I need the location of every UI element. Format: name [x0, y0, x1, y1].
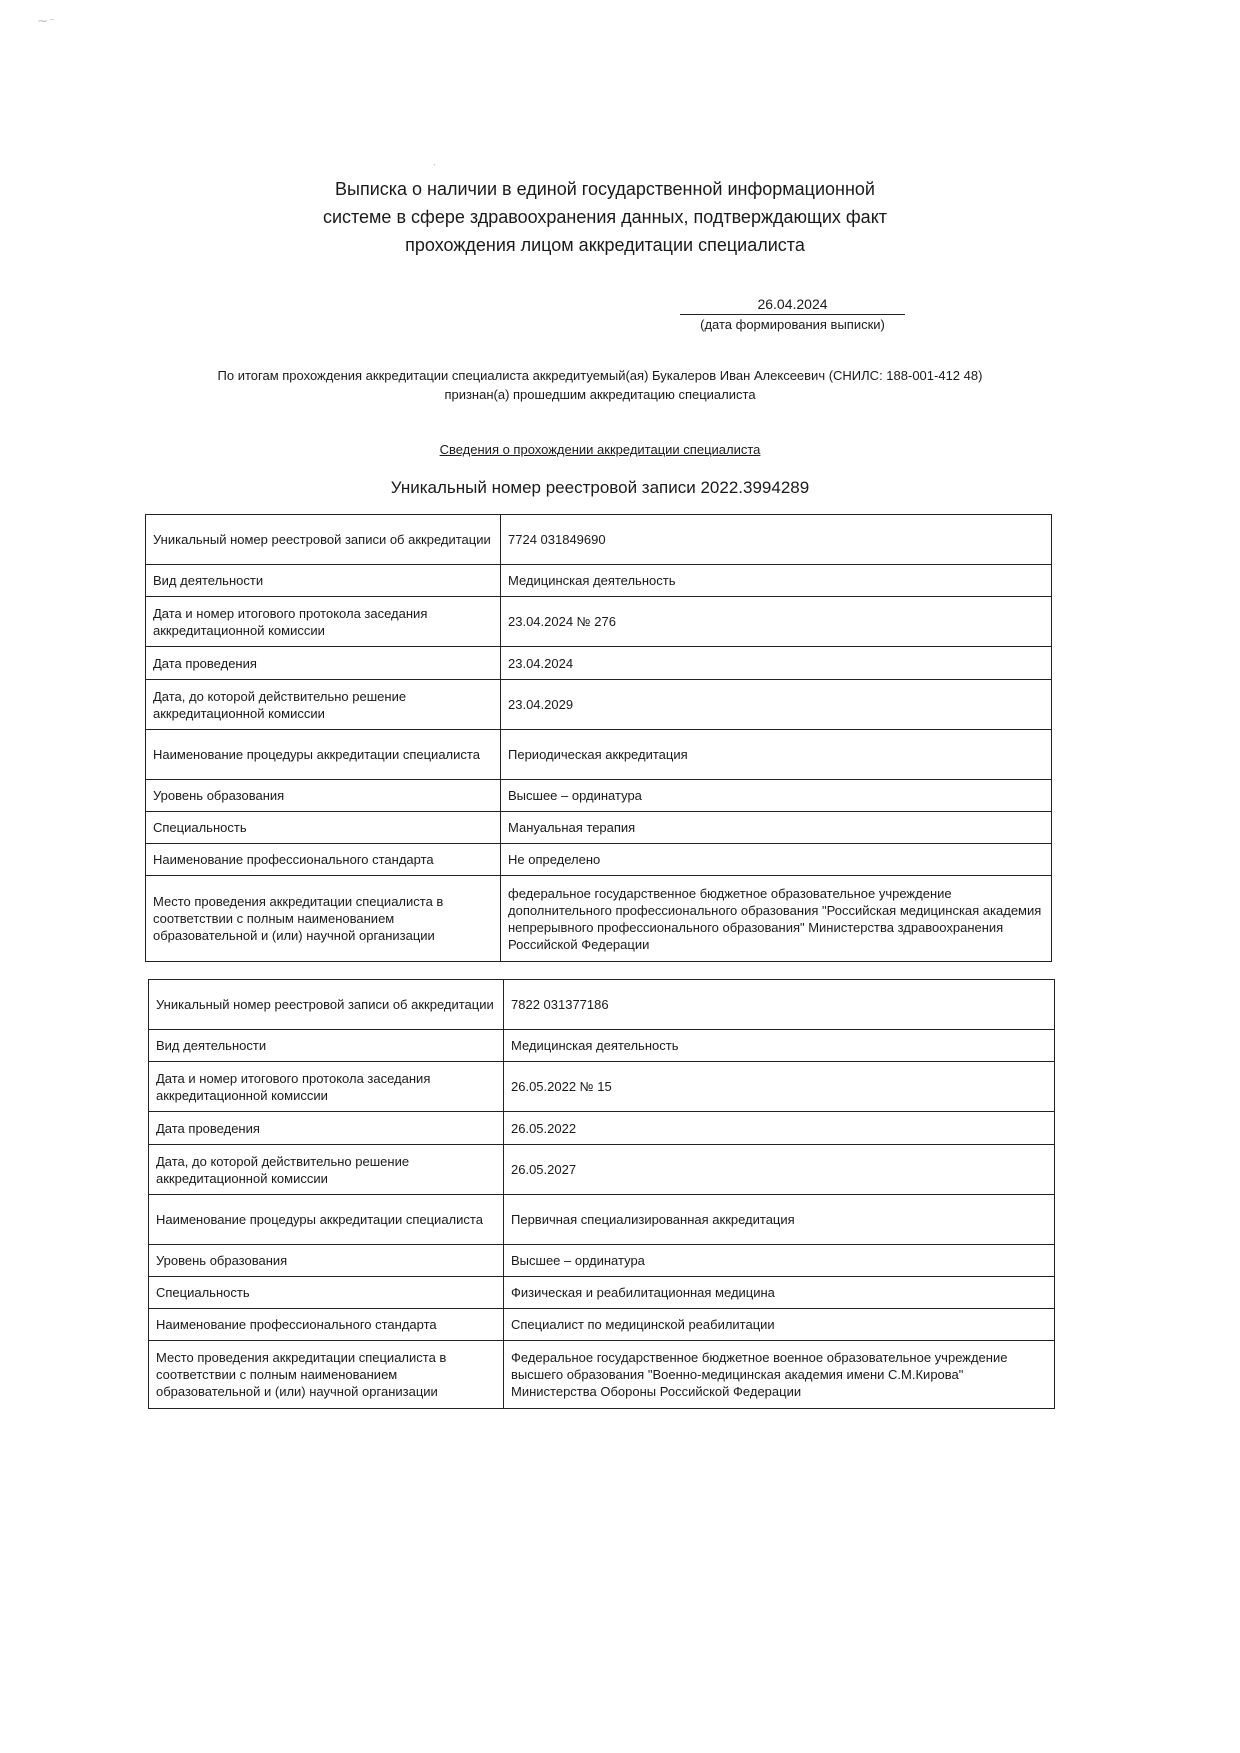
table-row: [149, 1112, 1055, 1145]
row-label: Дата проведения: [146, 647, 501, 680]
table-row: [146, 597, 1052, 647]
table-row: [146, 730, 1052, 780]
intro-line: По итогам прохождения аккредитации специалиста аккредитуемый(ая) Букалеров Иван Алексеевич (СНИЛС: 188-001-412 48): [217, 368, 983, 383]
row-label: Дата проведения: [149, 1112, 504, 1145]
row-value: 7724 031849690: [501, 515, 1052, 565]
row-value: Мануальная терапия: [501, 812, 1052, 844]
table-row: [149, 980, 1055, 1030]
accreditation-table-1: [145, 514, 1052, 962]
intro-statement: [100, 366, 1100, 404]
row-label: Специальность: [149, 1277, 504, 1309]
table-row: [146, 647, 1052, 680]
document-title: [240, 175, 970, 259]
row-label: Дата, до которой действительно решение аккредитационной комиссии: [149, 1145, 504, 1195]
table-row: [146, 844, 1052, 876]
intro-line: признан(а) прошедшим аккредитацию специалиста: [444, 387, 756, 402]
row-label: Уникальный номер реестровой записи об аккредитации: [146, 515, 501, 565]
row-value: Высшее – ординатура: [504, 1245, 1055, 1277]
row-value: Медицинская деятельность: [504, 1030, 1055, 1062]
table-row: [146, 780, 1052, 812]
row-value: Специалист по медицинской реабилитации: [504, 1309, 1055, 1341]
row-value: 26.05.2022 № 15: [504, 1062, 1055, 1112]
table-row: [149, 1245, 1055, 1277]
row-label: Наименование процедуры аккредитации специалиста: [146, 730, 501, 780]
title-line: системе в сфере здравоохранения данных, подтверждающих факт: [322, 207, 888, 227]
row-label: Уровень образования: [146, 780, 501, 812]
table-row: [149, 1145, 1055, 1195]
section-heading: Сведения о прохождении аккредитации специалиста: [439, 442, 761, 457]
row-value: 23.04.2029: [501, 680, 1052, 730]
title-line: Выписка о наличии в единой государственной информационной: [335, 179, 875, 199]
issue-date-block: [680, 295, 905, 334]
row-label: Уровень образования: [149, 1245, 504, 1277]
scan-mark: ⁓ ⁻: [38, 16, 55, 26]
table-row: [149, 1030, 1055, 1062]
row-label: Дата и номер итогового протокола заседания аккредитационной комиссии: [149, 1062, 504, 1112]
title-line: прохождения лицом аккредитации специалиста: [405, 235, 805, 255]
row-value: Высшее – ординатура: [501, 780, 1052, 812]
table-row: [146, 515, 1052, 565]
row-value: Физическая и реабилитационная медицина: [504, 1277, 1055, 1309]
table-row: [146, 565, 1052, 597]
row-value: Не определено: [501, 844, 1052, 876]
row-label: Специальность: [146, 812, 501, 844]
row-label: Наименование профессионального стандарта: [149, 1309, 504, 1341]
row-value: Первичная специализированная аккредитация: [504, 1195, 1055, 1245]
issue-date-caption: (дата формирования выписки): [700, 317, 885, 332]
row-label: Вид деятельности: [146, 565, 501, 597]
row-value: Периодическая аккредитация: [501, 730, 1052, 780]
table-row: [149, 1277, 1055, 1309]
row-label: Дата и номер итогового протокола заседания аккредитационной комиссии: [146, 597, 501, 647]
row-value: Федеральное государственное бюджетное военное образовательное учреждение высшего образования "Военно-медицинская академия имени С.М.Кирова" Министерства Обороны Российской Федерации: [504, 1341, 1055, 1409]
issue-date: 26.04.2024: [680, 295, 905, 315]
table-row: [146, 680, 1052, 730]
table-row: [149, 1309, 1055, 1341]
row-label: Уникальный номер реестровой записи об аккредитации: [149, 980, 504, 1030]
row-value: 23.04.2024: [501, 647, 1052, 680]
row-label: Наименование профессионального стандарта: [146, 844, 501, 876]
row-value: Медицинская деятельность: [501, 565, 1052, 597]
table-row: [149, 1195, 1055, 1245]
row-value: 23.04.2024 № 276: [501, 597, 1052, 647]
scan-speck: ˋ: [433, 163, 436, 173]
row-label: Вид деятельности: [149, 1030, 504, 1062]
row-label: Дата, до которой действительно решение аккредитационной комиссии: [146, 680, 501, 730]
table-row: [146, 812, 1052, 844]
table-row: [149, 1062, 1055, 1112]
row-value: 26.05.2027: [504, 1145, 1055, 1195]
table-row: [146, 876, 1052, 962]
row-value: федеральное государственное бюджетное образовательное учреждение дополнительного профессионального образования "Российская медицинская академия непрерывного профессионального образования" Министерства здравоохранения Российской Федерации: [501, 876, 1052, 962]
registry-number: Уникальный номер реестровой записи 2022.3994289: [390, 478, 810, 497]
row-value: 7822 031377186: [504, 980, 1055, 1030]
row-label: Место проведения аккредитации специалиста в соответствии с полным наименованием образовательной и (или) научной организации: [149, 1341, 504, 1409]
table-row: [149, 1341, 1055, 1409]
row-label: Наименование процедуры аккредитации специалиста: [149, 1195, 504, 1245]
accreditation-table-2: [148, 979, 1055, 1409]
row-label: Место проведения аккредитации специалиста в соответствии с полным наименованием образовательной и (или) научной организации: [146, 876, 501, 962]
row-value: 26.05.2022: [504, 1112, 1055, 1145]
